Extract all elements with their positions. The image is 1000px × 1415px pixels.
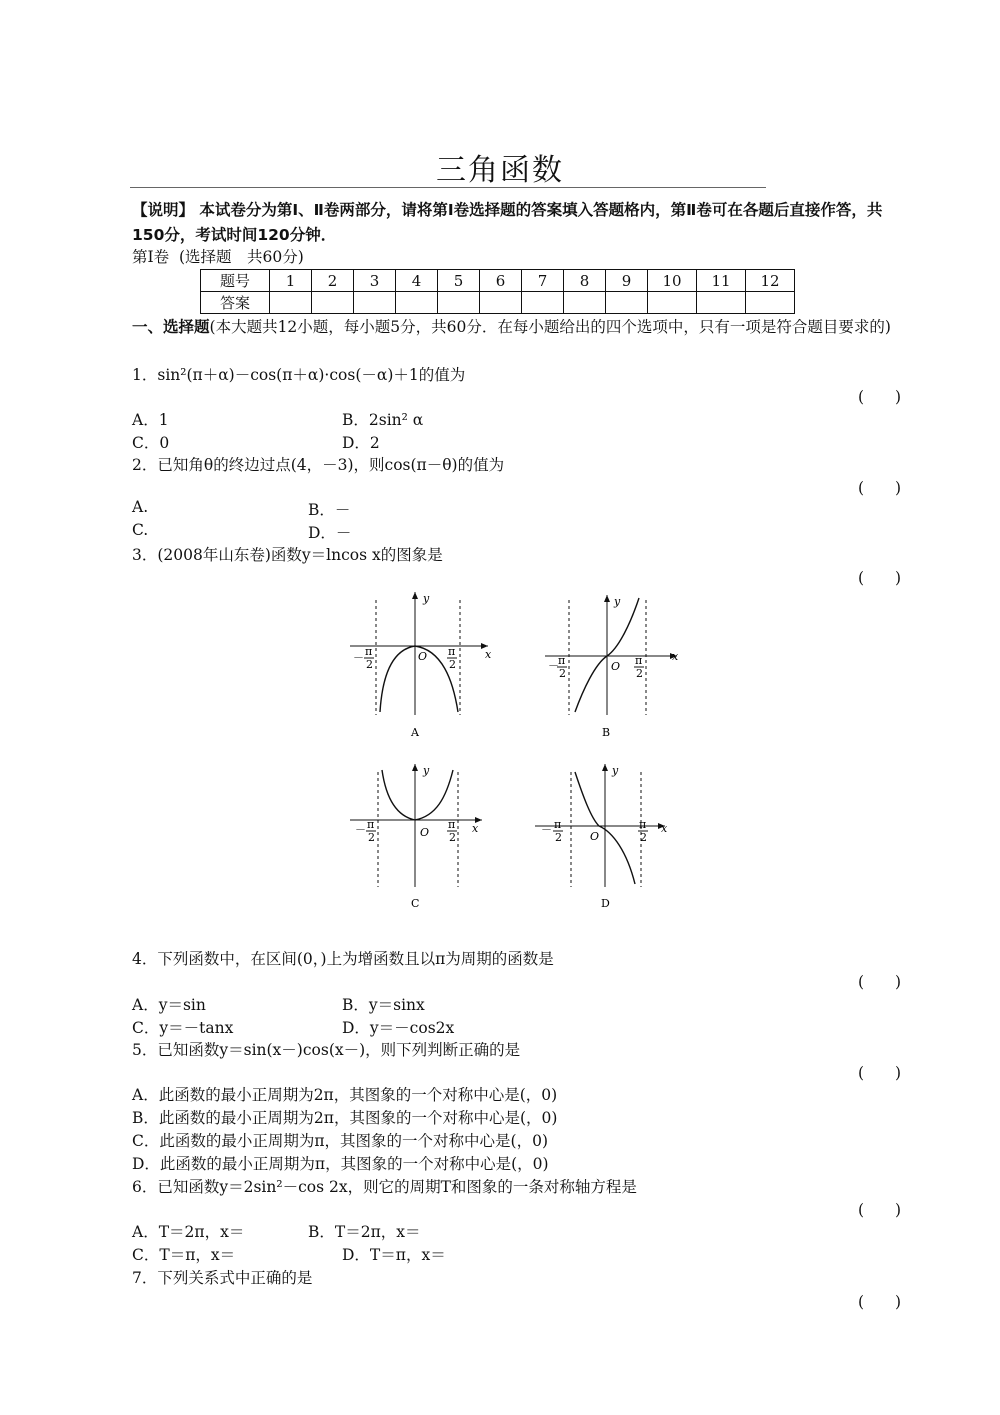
answer-paren: ( ) (858, 1293, 902, 1311)
page-title: 三角函数 (436, 153, 564, 188)
y-axis-arrow (412, 592, 418, 599)
question-stem: 1．sin²(π＋α)－cos(π＋α)·cos(－α)＋1的值为 (132, 366, 466, 384)
origin-label: O (590, 830, 600, 843)
two-label: 2 (449, 831, 456, 844)
number-cell: 7 (522, 270, 564, 292)
part-one-detail: (选择题 共60分) (178, 248, 304, 266)
number-cell: 8 (564, 270, 606, 292)
answer-paren: ( ) (858, 973, 902, 991)
answer-table-answer-row (201, 292, 795, 314)
option: A．T＝2π，x＝ (132, 1223, 245, 1241)
part-one-label (132, 245, 304, 267)
answer-cell[interactable] (697, 292, 746, 314)
question-stem: 2．已知角θ的终边过点(4，－3)，则cos(π－θ)的值为 (132, 456, 505, 474)
minus-sign: － (541, 823, 552, 836)
option: D．y＝－cos2x (342, 1019, 455, 1037)
question-stem: 3．(2008年山东卷)函数y＝lncos x的图象是 (132, 546, 443, 564)
option: C. (132, 521, 149, 539)
graph-label: B (602, 726, 611, 739)
option: B．T＝2π，x＝ (308, 1223, 421, 1241)
option: B．2sin² α (342, 411, 424, 429)
number-cell: 10 (648, 270, 697, 292)
answer-cell[interactable] (522, 292, 564, 314)
two-label: 2 (366, 658, 373, 671)
axis-y-label: y (614, 595, 621, 608)
answer-paren: ( ) (858, 388, 902, 406)
origin-label: O (420, 826, 430, 839)
graph-d (535, 762, 685, 916)
axis-y-label: y (423, 764, 430, 777)
option: C．T＝π，x＝ (132, 1246, 236, 1264)
number-cell: 11 (697, 270, 746, 292)
number-cell: 5 (438, 270, 480, 292)
option: D．T＝π，x＝ (342, 1246, 446, 1264)
question-stem: 7．下列关系式中正确的是 (132, 1269, 313, 1287)
option: A. (132, 498, 149, 516)
title-divider (130, 187, 766, 188)
origin-label: O (418, 650, 428, 663)
graph-label: A (411, 726, 419, 739)
graph-label: C (411, 897, 420, 910)
answer-paren: ( ) (858, 479, 902, 497)
two-label: 2 (368, 831, 375, 844)
graph-label: D (601, 897, 610, 910)
pi-label: π (639, 818, 647, 831)
question-stem: 5．已知函数y＝sin(x－)cos(x－)，则下列判断正确的是 (132, 1041, 521, 1059)
answer-cell[interactable] (354, 292, 396, 314)
question-stem: 4．下列函数中，在区间(0，)上为增函数且以π为周期的函数是 (132, 950, 554, 968)
number-cell: 3 (354, 270, 396, 292)
number-cell: 12 (746, 270, 795, 292)
graph-b (545, 590, 695, 744)
answer-cell[interactable] (480, 292, 522, 314)
answer-paren: ( ) (858, 1064, 902, 1082)
graph-c (350, 762, 500, 916)
origin-label: O (611, 660, 621, 673)
instructions-text: 本试卷分为第Ⅰ、Ⅱ卷两部分，请将第Ⅰ卷选择题的答案填入答题格内，第Ⅱ卷可在各题后直接作答，共150分，考试时间120分钟． (132, 201, 883, 244)
y-axis-arrow (602, 764, 608, 771)
answer-paren: ( ) (858, 569, 902, 587)
number-cell: 2 (312, 270, 354, 292)
option: B．此函数的最小正周期为2π，其图象的一个对称中心是(，0) (132, 1109, 558, 1127)
number-cell: 9 (606, 270, 648, 292)
pi-label: π (558, 654, 566, 667)
section-heading-title: 一、选择题 (132, 318, 210, 336)
option: C．y＝－tanx (132, 1019, 234, 1037)
minus-sign: － (548, 659, 559, 672)
option: C．0 (132, 434, 170, 452)
question-stem: 6．已知函数y＝2sin²－cos 2x，则它的周期T和图象的一条对称轴方程是 (132, 1178, 637, 1196)
pi-label: π (367, 818, 375, 831)
y-axis-arrow (412, 764, 418, 771)
answer-table-number-row (201, 270, 795, 292)
number-header: 题号 (201, 270, 270, 292)
option: D．－ (308, 524, 352, 542)
option: A．1 (132, 411, 169, 429)
option: B．－ (308, 501, 351, 519)
option: A．y＝sin (132, 996, 206, 1014)
y-axis-arrow (604, 595, 610, 602)
answer-cell[interactable] (312, 292, 354, 314)
answer-cell[interactable] (606, 292, 648, 314)
graph-a-svg (350, 590, 500, 740)
two-label: 2 (449, 658, 456, 671)
two-label: 2 (636, 667, 643, 680)
option: B．y＝sinx (342, 996, 425, 1014)
pi-label: π (448, 818, 456, 831)
section-heading-text: (本大题共12小题，每小题5分，共60分．在每小题给出的四个选项中，只有一项是符合题目要求的) (209, 318, 891, 336)
number-cell: 6 (480, 270, 522, 292)
part-one-title: 第Ⅰ卷 (132, 248, 170, 266)
pi-label: π (448, 645, 456, 658)
graph-c-svg (350, 762, 500, 912)
two-label: 2 (559, 667, 566, 680)
answer-cell[interactable] (270, 292, 312, 314)
answer-cell[interactable] (396, 292, 438, 314)
axis-x-label: x (672, 650, 679, 663)
pi-label: π (635, 654, 643, 667)
number-cell: 1 (270, 270, 312, 292)
axis-x-label: x (472, 822, 479, 835)
answer-cell[interactable] (746, 292, 795, 314)
axis-x-label: x (485, 648, 492, 661)
axis-x-label: x (661, 822, 668, 835)
answer-table (200, 269, 795, 314)
graph-b-svg (545, 590, 695, 740)
two-label: 2 (555, 831, 562, 844)
axis-y-label: y (612, 764, 619, 777)
instructions (132, 198, 910, 248)
pi-label: π (365, 645, 373, 658)
minus-sign: － (353, 651, 364, 664)
curve (382, 770, 453, 820)
minus-sign: － (355, 823, 366, 836)
option: D．此函数的最小正周期为π，其图象的一个对称中心是(，0) (132, 1155, 549, 1173)
answer-cell[interactable] (438, 292, 480, 314)
pi-label: π (554, 818, 562, 831)
answer-cell[interactable] (648, 292, 697, 314)
option: A．此函数的最小正周期为2π，其图象的一个对称中心是(，0) (132, 1086, 558, 1104)
answer-paren: ( ) (858, 1201, 902, 1219)
two-label: 2 (640, 831, 647, 844)
number-cell: 4 (396, 270, 438, 292)
option: D．2 (342, 434, 380, 452)
option: C．此函数的最小正周期为π，其图象的一个对称中心是(，0) (132, 1132, 549, 1150)
answer-cell[interactable] (564, 292, 606, 314)
section-heading (132, 315, 910, 339)
instructions-tag: 【说明】 (132, 201, 195, 219)
graph-a (350, 590, 500, 744)
answer-header: 答案 (201, 292, 270, 314)
axis-y-label: y (423, 592, 430, 605)
graph-d-svg (535, 762, 685, 912)
